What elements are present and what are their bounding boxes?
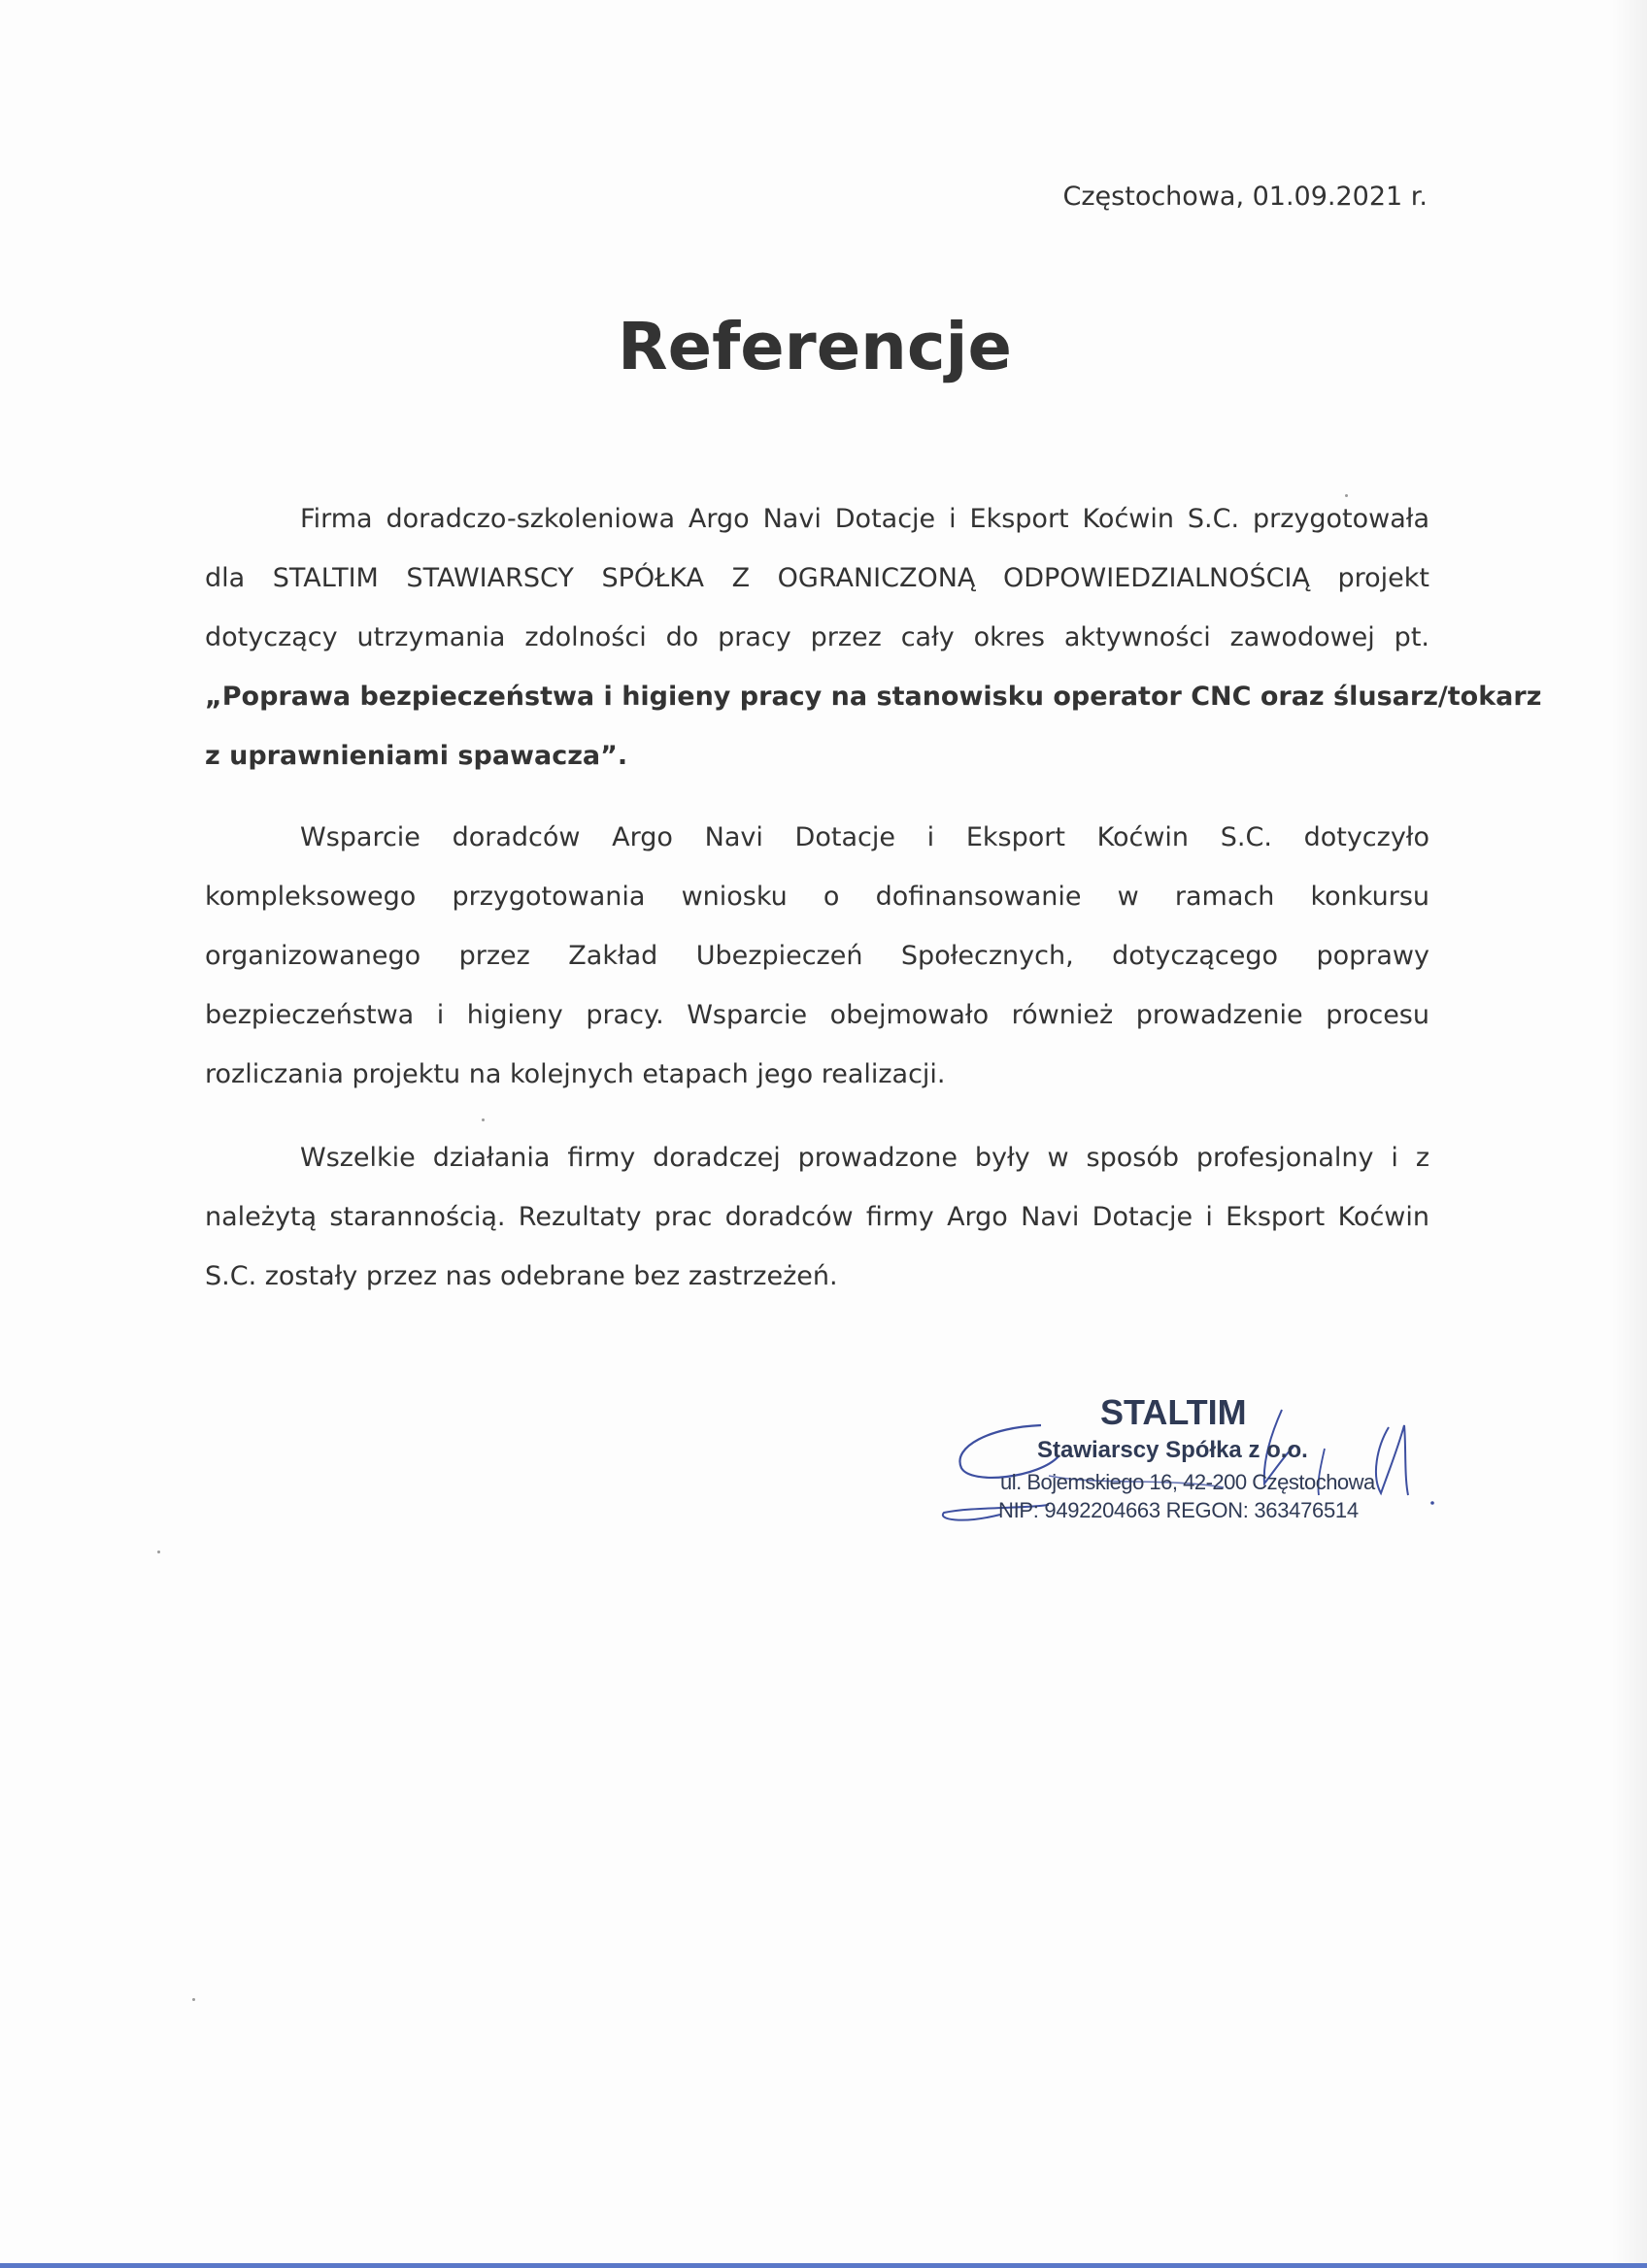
paragraph-3 (205, 1128, 1429, 1306)
scan-speck (157, 1551, 160, 1553)
stamp-address: ul. Bojemskiego 16, 42-200 Częstochowa (1000, 1470, 1375, 1494)
company-stamp (932, 1388, 1437, 1553)
paragraph-2 (205, 808, 1429, 1104)
document-title: Referencje (618, 309, 1012, 384)
paragraph-2-line: kompleksowego przygotowania wniosku o dofinansowanie w ramach konkursu (205, 882, 1429, 912)
paragraph-1-line: dotyczący utrzymania zdolności do pracy przez cały okres aktywności zawodowej pt. (205, 622, 1429, 652)
stamp-company-name: STALTIM (1100, 1392, 1247, 1432)
scan-speck (1345, 494, 1348, 497)
scan-speck (482, 1118, 485, 1121)
paragraph-3-line: Wszelkie działania firmy doradczej prowadzone były w sposób profesjonalny i z (300, 1143, 1429, 1173)
paragraph-1-line: dla STALTIM STAWIARSCY SPÓŁKA Z OGRANICZONĄ ODPOWIEDZIALNOŚCIĄ projekt (205, 563, 1429, 593)
paragraph-3-line: należytą starannością. Rezultaty prac doradców firmy Argo Navi Dotacje i Eksport Koćwin (205, 1202, 1429, 1232)
paragraph-2-line: Wsparcie doradców Argo Navi Dotacje i Eksport Koćwin S.C. dotyczyło (300, 822, 1429, 852)
document-date: Częstochowa, 01.09.2021 r. (1062, 182, 1428, 212)
scan-speck (192, 1998, 195, 2001)
paragraph-1 (205, 489, 1542, 785)
stamp-company-form: Stawiarscy Spółka z o.o. (1037, 1437, 1308, 1463)
project-title-line: „Poprawa bezpieczeństwa i higieny pracy na stanowisku operator CNC oraz ślusarz/tokarz (205, 682, 1542, 712)
paragraph-2-line: bezpieczeństwa i higieny pracy. Wsparcie obejmowało również prowadzenie procesu (205, 1000, 1429, 1030)
paragraph-2-line: rozliczania projektu na kolejnych etapach jego realizacji. (205, 1059, 946, 1089)
project-title-line: z uprawnieniami spawacza”. (205, 741, 628, 771)
paragraph-1-line: Firma doradczo-szkoleniowa Argo Navi Dotacje i Eksport Koćwin S.C. przygotowała (300, 504, 1429, 534)
paragraph-3-line: S.C. zostały przez nas odebrane bez zastrzeżeń. (205, 1261, 838, 1291)
scan-edge-bottom (0, 2263, 1647, 2268)
paragraph-2-line: organizowanego przez Zakład Ubezpieczeń Społecznych, dotyczącego poprawy (205, 941, 1429, 971)
stamp-tax-ids: NIP: 9492204663 REGON: 363476514 (998, 1498, 1359, 1522)
